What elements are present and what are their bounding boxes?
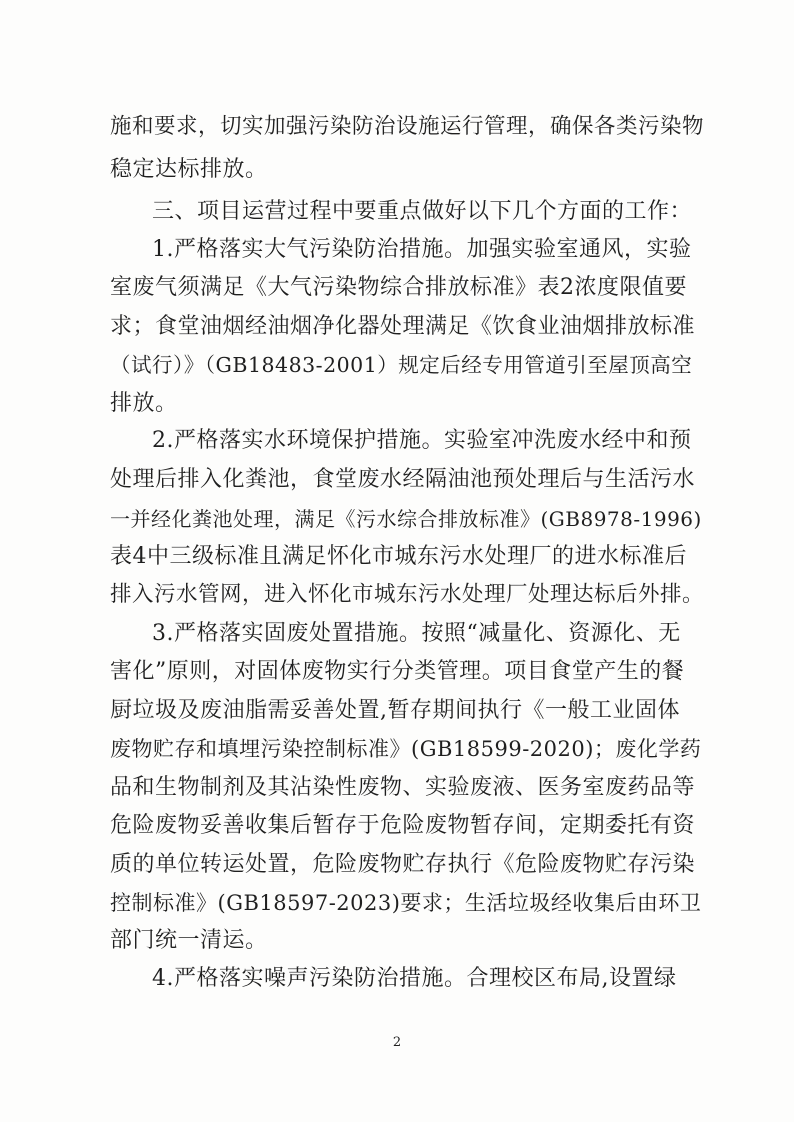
page-number: 2 xyxy=(392,1035,402,1050)
text-line: 质的单位转运处置，危险废物贮存执行《危险废物贮存污染 xyxy=(110,852,696,877)
text-line: 4.严格落实噪声污染防治措施。合理校区布局,设置绿 xyxy=(152,966,677,991)
text-line: 稳定达标排放。 xyxy=(110,157,268,182)
text-line: 3.严格落实固废处置措施。按照“减量化、资源化、无 xyxy=(152,621,681,646)
text-line: 1.严格落实大气污染防治措施。加强实验室通风，实验 xyxy=(152,237,692,262)
text-line: 排放。 xyxy=(110,391,178,416)
text-line: 表4中三级标准且满足怀化市城东污水处理厂的进水标准后 xyxy=(110,544,687,569)
text-line: 排入污水管网，进入怀化市城东污水处理厂处理达标后外排。 xyxy=(110,582,705,607)
text-line: 一并经化粪池处理，满足《污水综合排放标准》(GB8978-1996) xyxy=(110,507,702,531)
text-line: 厨垃圾及废油脂需妥善处置,暂存期间执行《一般工业固体 xyxy=(110,698,680,723)
text-line: 处理后排入化粪池，食堂废水经隔油池预处理后与生活污水 xyxy=(110,467,696,492)
text-line: （试行）》（GB18483-2001）规定后经专用管道引至屋顶高空 xyxy=(110,353,693,377)
text-line: 品和生物制剂及其沾染性废物、实验废液、医务室废药品等 xyxy=(110,775,696,800)
text-line: 害化”原则，对固体废物实行分类管理。项目食堂产生的餐 xyxy=(110,659,685,684)
text-line: 危险废物妥善收集后暂存于危险废物暂存间，定期委托有资 xyxy=(110,813,696,838)
section-heading: 三、项目运营过程中要重点做好以下几个方面的工作： xyxy=(152,199,693,224)
text-line: 部门统一清运。 xyxy=(110,928,268,953)
text-line: 废物贮存和填埋污染控制标准》(GB18599-2020)；废化学药 xyxy=(110,737,702,761)
text-line: 施和要求，切实加强污染防治设施运行管理，确保各类污染物 xyxy=(110,114,705,139)
text-line: 2.严格落实水环境保护措施。实验室冲洗废水经中和预 xyxy=(152,428,692,453)
text-line: 求；食堂油烟经油烟净化器处理满足《饮食业油烟排放标准 xyxy=(110,314,696,339)
text-line: 室废气须满足《大气污染物综合排放标准》表2浓度限值要 xyxy=(110,275,687,300)
text-line: 控制标准》(GB18597-2023)要求；生活垃圾经收集后由环卫 xyxy=(110,891,702,915)
